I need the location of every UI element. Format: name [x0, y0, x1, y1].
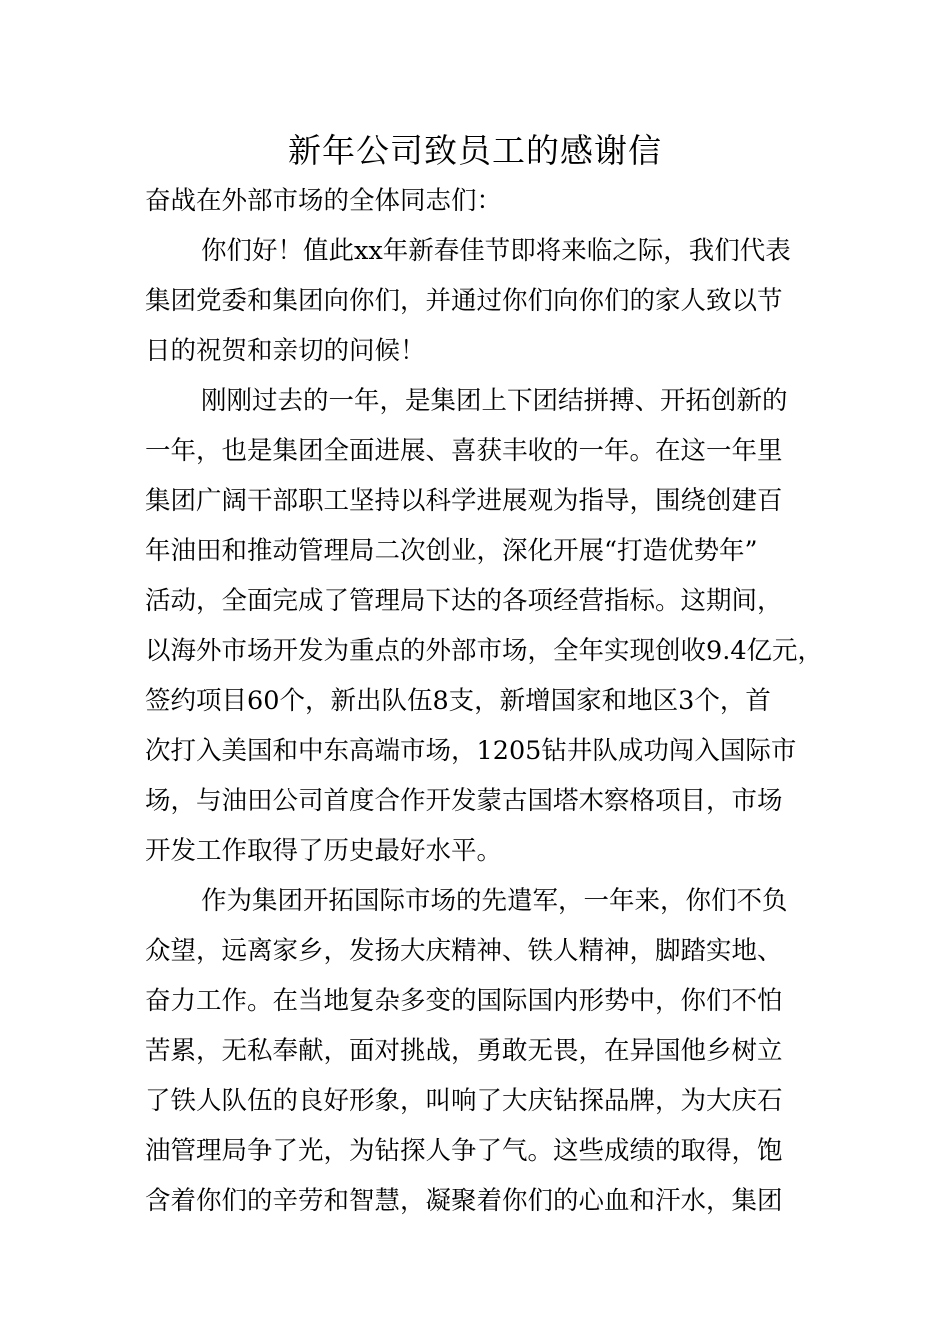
paragraph-tribute [145, 876, 825, 1226]
paragraph-line: 集团党委和集团向你们，并通过你们向你们的家人致以节 [145, 286, 783, 316]
paragraph-line: 众望，远离家乡，发扬大庆精神、铁人精神，脚踏实地、 [145, 936, 783, 966]
paragraph-line: 油管理局争了光，为钻探人争了气。这些成绩的取得，饱 [145, 1136, 783, 1166]
paragraph-line: 开发工作取得了历史最好水平。 [145, 836, 503, 866]
paragraph-line: 含着你们的辛劳和智慧，凝聚着你们的心血和汗水，集团 [145, 1186, 783, 1216]
paragraph-line: 了铁人队伍的良好形象，叫响了大庆钻探品牌，为大庆石 [145, 1086, 783, 1116]
document-title: 新年公司致员工的感谢信 [288, 131, 662, 170]
paragraph-line: 年油田和推动管理局二次创业，深化开展“打造优势年” [145, 536, 758, 566]
paragraph-line: 以海外市场开发为重点的外部市场，全年实现创收9.4亿元， [145, 636, 824, 666]
paragraph-line: 日的祝贺和亲切的问候！ [145, 336, 426, 366]
paragraph-line: 你们好！值此xx年新春佳节即将来临之际，我们代表 [201, 236, 791, 266]
paragraph-line: 苦累，无私奉献，面对挑战，勇敢无畏，在异国他乡树立 [145, 1036, 783, 1066]
paragraph-line: 一年，也是集团全面进展、喜获丰收的一年。在这一年里 [145, 436, 783, 466]
paragraph-greeting [145, 226, 825, 376]
paragraph-line: 作为集团开拓国际市场的先遣军，一年来，你们不负 [201, 886, 788, 916]
paragraph-line: 奋力工作。在当地复杂多变的国际国内形势中，你们不怕 [145, 986, 783, 1016]
document-body [145, 176, 825, 1226]
paragraph-line: 场，与油田公司首度合作开发蒙古国塔木察格项目，市场 [145, 786, 783, 816]
salutation: 奋战在外部市场的全体同志们： [145, 186, 503, 216]
paragraph-line: 集团广阔干部职工坚持以科学进展观为指导，围绕创建百 [145, 486, 783, 516]
paragraph-line: 刚刚过去的一年，是集团上下团结拼搏、开拓创新的 [201, 386, 788, 416]
paragraph-achievements [145, 376, 825, 876]
paragraph-line: 签约项目60个，新出队伍8支，新增国家和地区3个，首 [145, 686, 771, 716]
paragraph-line: 活动，全面完成了管理局下达的各项经营指标。这期间， [145, 586, 783, 616]
paragraph-line: 次打入美国和中东高端市场，1205钻井队成功闯入国际市 [145, 736, 797, 766]
